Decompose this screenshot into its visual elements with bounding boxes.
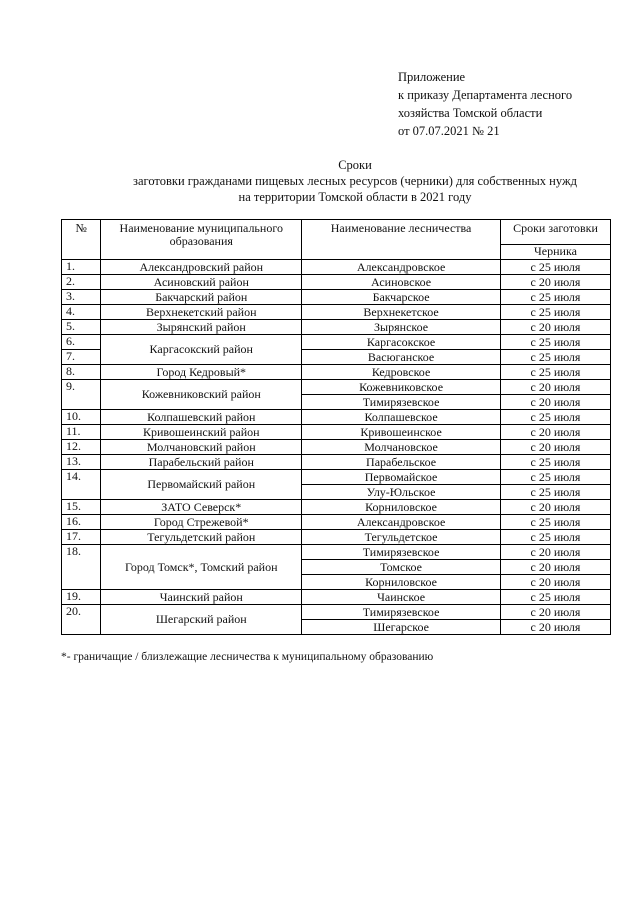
table-row (62, 530, 611, 545)
municipality-name: Александровский район (101, 260, 302, 275)
header-municipality: Наименование муниципального образования (101, 220, 302, 260)
municipality-name: Асиновский район (101, 275, 302, 290)
row-number: 8. (62, 365, 101, 380)
row-number: 18. (62, 545, 101, 590)
table-row (62, 515, 611, 530)
municipality-name: Кожевниковский район (101, 380, 302, 410)
forestry-name: Бакчарское (302, 290, 501, 305)
header-num: № (62, 220, 101, 260)
forestry-name: Первомайское (302, 470, 501, 485)
appendix-line: Приложение (398, 70, 466, 84)
table-row (62, 305, 611, 320)
forestry-name: Кожевниковское (302, 380, 501, 395)
table-row (62, 275, 611, 290)
table-row (62, 470, 611, 485)
row-number: 10. (62, 410, 101, 425)
municipality-name: Город Томск*, Томский район (101, 545, 302, 590)
row-number: 6. (62, 335, 101, 350)
harvest-dates-table (61, 219, 611, 635)
row-number: 16. (62, 515, 101, 530)
row-number: 15. (62, 500, 101, 515)
row-number: 9. (62, 380, 101, 410)
table-row (62, 410, 611, 425)
forestry-name: Тимирязевское (302, 395, 501, 410)
harvest-date: с 25 июля (500, 530, 610, 545)
document-heading (60, 157, 640, 205)
table-row (62, 545, 611, 560)
table-row (62, 500, 611, 515)
forestry-name: Томское (302, 560, 501, 575)
table-row (62, 365, 611, 380)
forestry-name: Кривошеинское (302, 425, 501, 440)
municipality-name: Первомайский район (101, 470, 302, 500)
harvest-date: с 25 июля (500, 455, 610, 470)
municipality-name: Молчановский район (101, 440, 302, 455)
forestry-name: Тимирязевское (302, 605, 501, 620)
table-row (62, 590, 611, 605)
table-row (62, 440, 611, 455)
forestry-name: Колпашевское (302, 410, 501, 425)
harvest-date: с 20 июля (500, 575, 610, 590)
forestry-name: Верхнекетское (302, 305, 501, 320)
row-number: 20. (62, 605, 101, 635)
footnote: *- граничащие / близлежащие лесничества к муниципальному образованию (61, 651, 434, 663)
municipality-name: Шегарский район (101, 605, 302, 635)
harvest-date: с 20 июля (500, 425, 610, 440)
municipality-name: Кривошеинский район (101, 425, 302, 440)
harvest-date: с 25 июля (500, 590, 610, 605)
table-body (62, 220, 611, 635)
table-row (62, 605, 611, 620)
forestry-name: Молчановское (302, 440, 501, 455)
forestry-name: Парабельское (302, 455, 501, 470)
forestry-name: Корниловское (302, 500, 501, 515)
harvest-date: с 20 июля (500, 605, 610, 620)
harvest-date: с 20 июля (500, 440, 610, 455)
header-forestry: Наименование лесничества (302, 220, 501, 260)
heading-subtitle: на территории Томской области в 2021 году (238, 190, 472, 204)
table-row (62, 425, 611, 440)
table-row (62, 455, 611, 470)
harvest-date: с 25 июля (500, 260, 610, 275)
harvest-date: с 25 июля (500, 305, 610, 320)
row-number: 19. (62, 590, 101, 605)
row-number: 3. (62, 290, 101, 305)
harvest-date: с 25 июля (500, 290, 610, 305)
municipality-name: Город Стрежевой* (101, 515, 302, 530)
municipality-name: Верхнекетский район (101, 305, 302, 320)
harvest-date: с 20 июля (500, 500, 610, 515)
table-row (62, 320, 611, 335)
appendix-line: от 07.07.2021 № 21 (398, 124, 500, 138)
row-number: 7. (62, 350, 101, 365)
municipality-name: ЗАТО Северск* (101, 500, 302, 515)
harvest-date: с 25 июля (500, 335, 610, 350)
municipality-name: Город Кедровый* (101, 365, 302, 380)
heading-subtitle: заготовки гражданами пищевых лесных ресурсов (черники) для собственных нужд (133, 174, 577, 188)
forestry-name: Корниловское (302, 575, 501, 590)
forestry-name: Кедровское (302, 365, 501, 380)
municipality-name: Парабельский район (101, 455, 302, 470)
municipality-name: Колпашевский район (101, 410, 302, 425)
table-row (62, 380, 611, 395)
row-number: 2. (62, 275, 101, 290)
row-number: 13. (62, 455, 101, 470)
harvest-date: с 20 июля (500, 560, 610, 575)
harvest-date: с 20 июля (500, 380, 610, 395)
table-header-row (62, 220, 611, 245)
forestry-name: Зырянское (302, 320, 501, 335)
harvest-date: с 25 июля (500, 350, 610, 365)
municipality-name: Зырянский район (101, 320, 302, 335)
harvest-date: с 20 июля (500, 320, 610, 335)
row-number: 17. (62, 530, 101, 545)
forestry-name: Александровское (302, 260, 501, 275)
municipality-name: Чаинский район (101, 590, 302, 605)
harvest-date: с 25 июля (500, 515, 610, 530)
row-number: 4. (62, 305, 101, 320)
harvest-date: с 25 июля (500, 410, 610, 425)
header-dates: Сроки заготовки (500, 220, 610, 245)
harvest-date: с 20 июля (500, 395, 610, 410)
row-number: 11. (62, 425, 101, 440)
forestry-name: Чаинское (302, 590, 501, 605)
municipality-name: Бакчарский район (101, 290, 302, 305)
harvest-date: с 20 июля (500, 620, 610, 635)
row-number: 14. (62, 470, 101, 500)
harvest-date: с 25 июля (500, 485, 610, 500)
appendix-block (398, 68, 572, 140)
harvest-date: с 20 июля (500, 545, 610, 560)
forestry-name: Васюганское (302, 350, 501, 365)
header-berry: Черника (500, 245, 610, 260)
harvest-date: с 20 июля (500, 275, 610, 290)
table-row (62, 335, 611, 350)
municipality-name: Каргасокский район (101, 335, 302, 365)
forestry-name: Асиновское (302, 275, 501, 290)
appendix-line: хозяйства Томской области (398, 106, 543, 120)
forestry-name: Каргасокское (302, 335, 501, 350)
appendix-line: к приказу Департамента лесного (398, 88, 573, 102)
heading-title: Сроки (338, 158, 372, 172)
row-number: 1. (62, 260, 101, 275)
forestry-name: Тимирязевское (302, 545, 501, 560)
harvest-date: с 25 июля (500, 470, 610, 485)
row-number: 5. (62, 320, 101, 335)
municipality-name: Тегульдетский район (101, 530, 302, 545)
table-row (62, 260, 611, 275)
forestry-name: Александровское (302, 515, 501, 530)
forestry-name: Улу-Юльское (302, 485, 501, 500)
harvest-date: с 25 июля (500, 365, 610, 380)
table-row (62, 290, 611, 305)
forestry-name: Тегульдетское (302, 530, 501, 545)
forestry-name: Шегарское (302, 620, 501, 635)
row-number: 12. (62, 440, 101, 455)
